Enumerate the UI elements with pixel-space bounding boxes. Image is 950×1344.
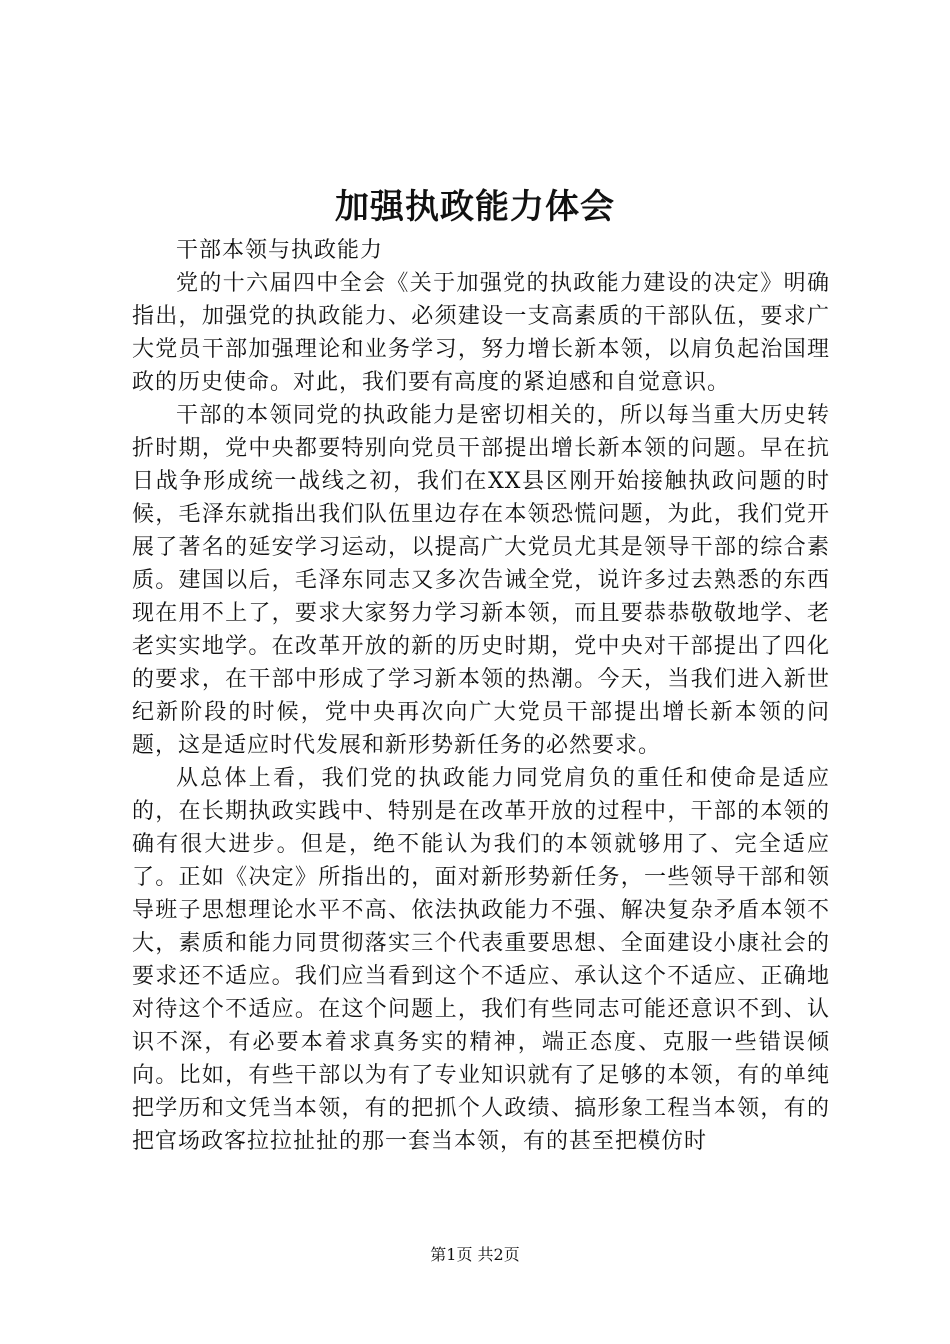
document-body bbox=[132, 234, 830, 1158]
page-footer: 第1页 共2页 bbox=[430, 1245, 520, 1264]
section-subheading: 干部本领与执政能力 bbox=[176, 238, 384, 263]
body-paragraph-3: 从总体上看，我们党的执政能力同党肩负的重任和使命是适应的，在长期执政实践中、特别是在改革开放的过程中，干部的本领的确有很大进步。但是，绝不能认为我们的本领就够用了、完全适应了。正如《决定》所指出的，面对新形势新任务，一些领导干部和领导班子思想理论水平不高、依法执政能力不强、解决复杂矛盾本领不大，素质和能力同贯彻落实三个代表重要思想、全面建设小康社会的要求还不适应。我们应当看到这个不适应、承认这个不适应、正确地对待这个不适应。在这个问题上，我们有些同志可能还意识不到、认识不深，有必要本着求真务实的精神，端正态度、克服一些错误倾向。比如，有些干部以为有了专业知识就有了足够的本领，有的单纯把学历和文凭当本领，有的把抓个人政绩、搞形象工程当本领，有的把官场政客拉拉扯扯的那一套当本领，有的甚至把模仿时 bbox=[132, 766, 830, 1154]
document-title: 加强执政能力体会 bbox=[335, 187, 615, 227]
body-paragraph-1: 党的十六届四中全会《关于加强党的执政能力建设的决定》明确指出，加强党的执政能力、必须建设一支高素质的干部队伍，要求广大党员干部加强理论和业务学习，努力增长新本领，以肩负起治国理政的历史使命。对此，我们要有高度的紧迫感和自觉意识。 bbox=[132, 271, 830, 395]
body-paragraph-2: 干部的本领同党的执政能力是密切相关的，所以每当重大历史转折时期，党中央都要特别向党员干部提出增长新本领的问题。早在抗日战争形成统一战线之初，我们在XX县区刚开始接触执政问题的时候，毛泽东就指出我们队伍里边存在本领恐慌问题，为此，我们党开展了著名的延安学习运动，以提高广大党员尤其是领导干部的综合素质。建国以后，毛泽东同志又多次告诫全党，说许多过去熟悉的东西现在用不上了，要求大家努力学习新本领，而且要恭恭敬敬地学、老老实实地学。在改革开放的新的历史时期，党中央对干部提出了四化的要求，在干部中形成了学习新本领的热潮。今天，当我们进入新世纪新阶段的时候，党中央再次向广大党员干部提出增长新本领的问题，这是适应时代发展和新形势新任务的必然要求。 bbox=[132, 403, 830, 758]
